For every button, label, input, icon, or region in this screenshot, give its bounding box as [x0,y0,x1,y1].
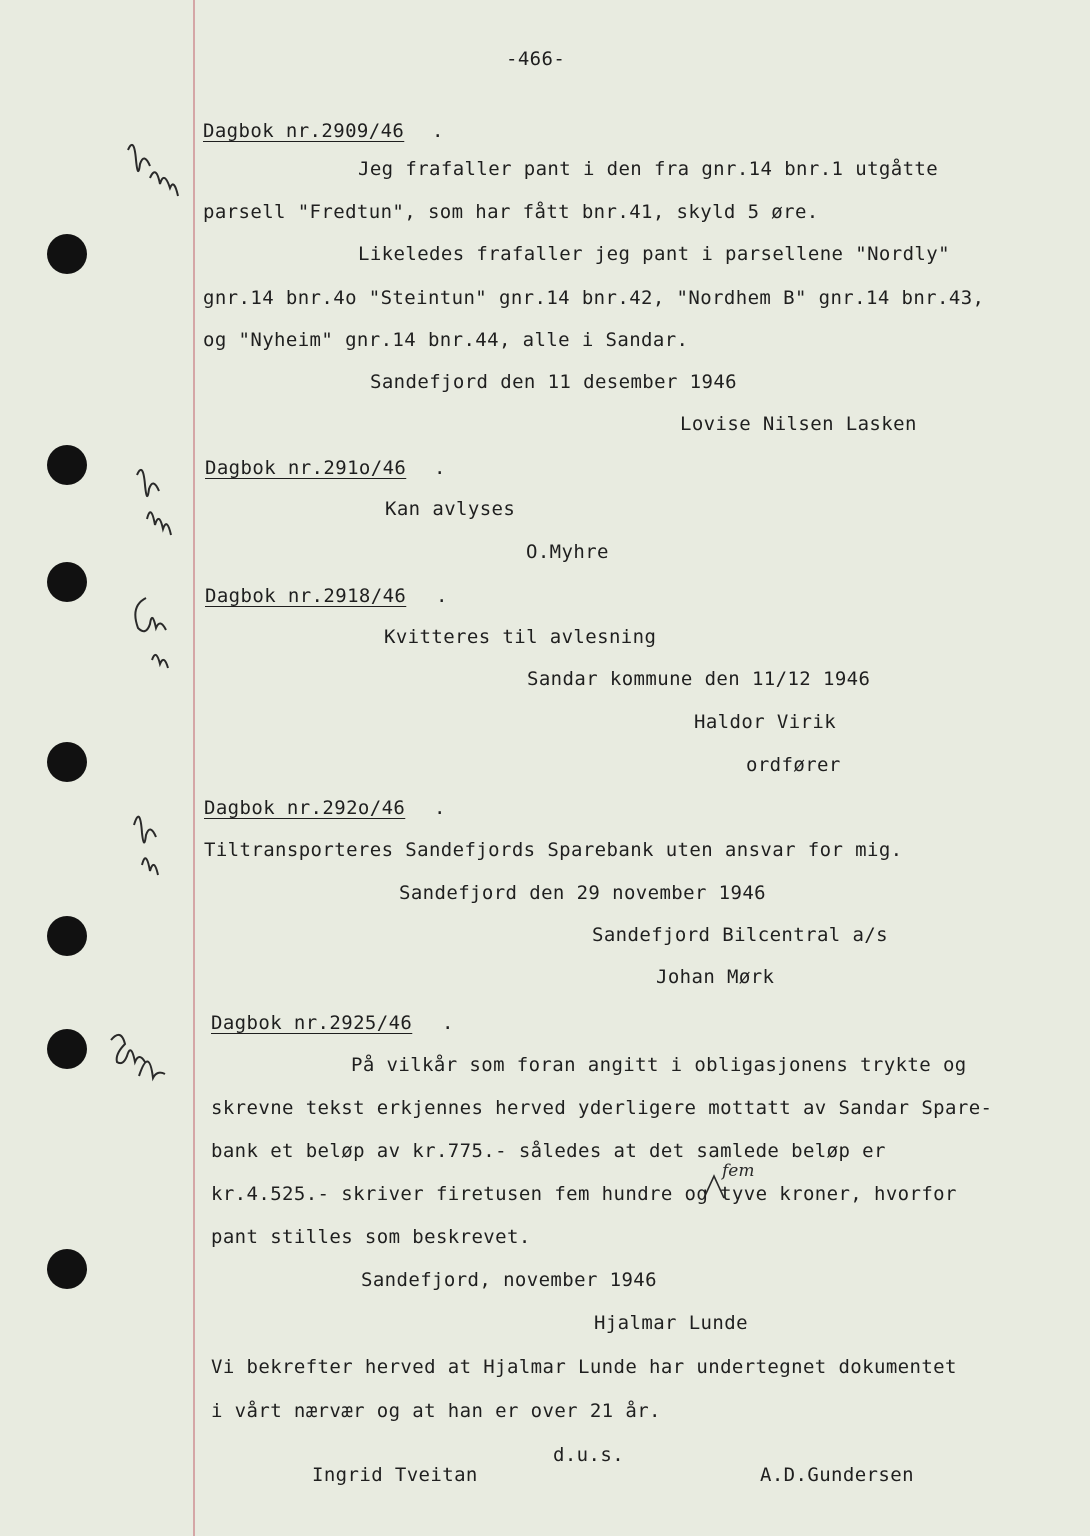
punch-hole [47,742,87,782]
entry-text-line: Kvitteres til avlesning [384,626,657,648]
entry-punctuation: . [442,1012,454,1034]
place-date: Sandefjord den 11 desember 1946 [370,371,738,393]
place-date: Sandar kommune den 11/12 1946 [527,668,871,690]
entry-text-line: Tiltransporteres Sandefjords Sparebank uten ansvar for mig. [204,839,903,861]
witness-signature: A.D.Gundersen [760,1464,914,1486]
entry-text-line: kr.4.525.- skriver firetusen fem hundre og tyve kroner, hvorfor [211,1183,957,1205]
margin-initials [105,1020,195,1100]
signature: O.Myhre [526,541,609,563]
punch-hole [47,562,87,602]
entry-text-line: gnr.14 bnr.4o "Steintun" gnr.14 bnr.42, "Nordhem B" gnr.14 bnr.43, [203,287,985,309]
witness-signature: Ingrid Tveitan [312,1464,478,1486]
entry-text-line: parsell "Fredtun", som har fått bnr.41, skyld 5 øre. [203,201,819,223]
entry-punctuation: . [434,457,446,479]
punch-hole [47,445,87,485]
entry-reference: Dagbok nr.2918/46 [205,585,407,607]
place-date: Sandefjord, november 1946 [361,1269,657,1291]
punch-hole [47,916,87,956]
margin-rule [193,0,195,1536]
entry-text-line: Kan avlyses [385,498,516,520]
entry-reference: Dagbok nr.2925/46 [211,1012,413,1034]
entry-text-line: pant stilles som beskrevet. [211,1226,531,1248]
signature: Lovise Nilsen Lasken [680,413,917,435]
signature: Haldor Virik [694,711,837,733]
entry-punctuation: . [434,797,446,819]
witness-statement-line: i vårt nærvær og at han er over 21 år. [211,1400,661,1422]
page-number: -466- [506,48,566,70]
entry-punctuation: . [432,120,444,142]
entry-text-line: og "Nyheim" gnr.14 bnr.44, alle i Sandar. [203,329,689,351]
entry-text-line: Likeledes frafaller jeg pant i parsellene "Nordly" [358,243,950,265]
signatory-title: ordfører [746,754,841,776]
entry-reference: Dagbok nr.291o/46 [205,457,407,479]
margin-initials [120,592,190,692]
entry-reference: Dagbok nr.2909/46 [203,120,405,142]
punch-hole [47,1029,87,1069]
handwritten-insertion: fem [722,1161,755,1181]
witness-statement-line: Vi bekrefter herved at Hjalmar Lunde har undertegnet dokumentet [211,1356,957,1378]
entry-punctuation: . [436,585,448,607]
entry-text-line: bank et beløp av kr.775.- således at det samlede beløp er [211,1140,886,1162]
punch-hole [47,234,87,274]
entry-text-line: skrevne tekst erkjennes herved yderligere mottatt av Sandar Spare- [211,1097,993,1119]
entry-text-line: På vilkår som foran angitt i obligasjonens trykte og [351,1054,967,1076]
company-name: Sandefjord Bilcentral a/s [592,924,888,946]
margin-initials [120,130,190,210]
margin-initials [120,795,190,885]
signature: Hjalmar Lunde [594,1312,748,1334]
punch-hole [47,1249,87,1289]
place-date: Sandefjord den 29 november 1946 [399,882,767,904]
dus-abbreviation: d.u.s. [553,1444,625,1466]
signature: Johan Mørk [656,966,775,988]
margin-initials [125,455,195,555]
entry-reference: Dagbok nr.292o/46 [204,797,406,819]
entry-text-line: Jeg frafaller pant i den fra gnr.14 bnr.1 utgåtte [358,158,939,180]
